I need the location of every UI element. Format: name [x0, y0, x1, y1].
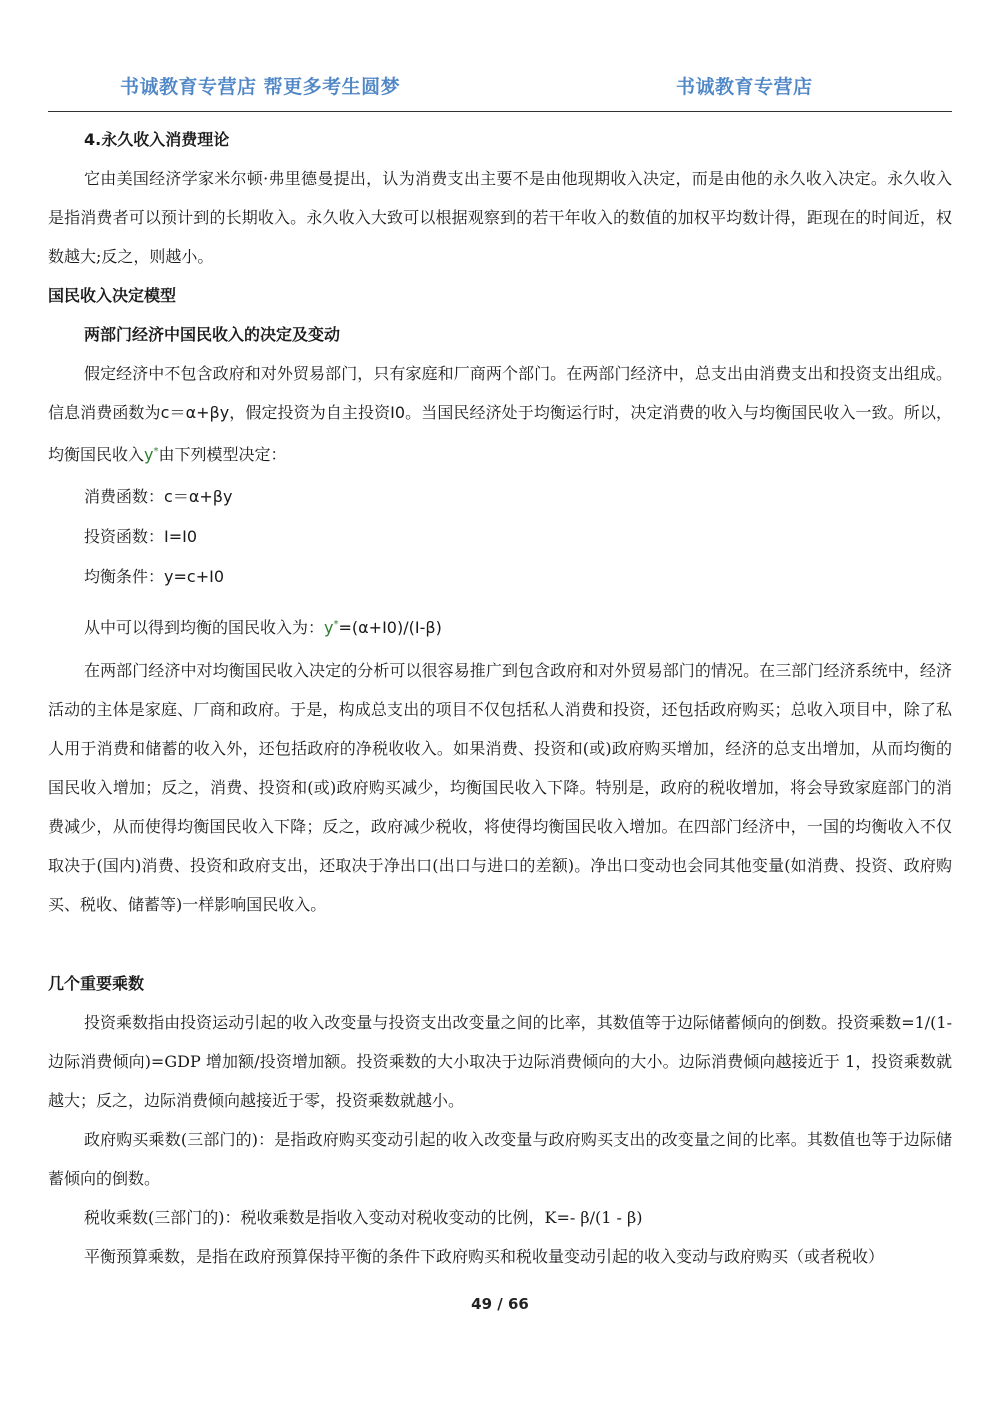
subsection-heading-two-sector: 两部门经济中国民收入的决定及变动 — [84, 325, 341, 344]
intro-text-b: ，假定投资为自主投资 — [229, 403, 391, 422]
header-right-title: 书诚教育专营店 — [676, 76, 813, 98]
ystar-symbol — [144, 445, 158, 464]
paragraph-investment-multiplier: 投资乘数指由投资运动引起的收入改变量与投资支出改变量之间的比率，其数值等于边际储蓄倾向的倒数。投资乘数=1/(1-边际消费倾向)=GDP 增加额/投资增加额。投资乘数的大小取决于边际消费倾向的大小。边际消费倾向越接近于 1，投资乘数就越大；反之，边际消费倾向越接近于零，投资乘数就越小。 — [48, 1013, 952, 1110]
paragraph-multi-sector-extension: 在两部门经济中对均衡国民收入决定的分析可以很容易推广到包含政府和对外贸易部门的情况。在三部门经济系统中，经济活动的主体是家庭、厂商和政府。于是，构成总支出的项目不仅包括私人消费和投资，还包括政府购买；总收入项目中，除了私人用于消费和储蓄的收入外，还包括政府的净税收收入。如果消费、投资和(或)政府购买增加，经济的总支出增加，从而均衡的国民收入增加；反之，消费、投资和(或)政府购买减少，均衡国民收入下降。特别是，政府的税收增加，将会导致家庭部门的消费减少，从而使得均衡国民收入下降；反之，政府减少税收，将使得均衡国民收入增加。在四部门经济中，一国的均衡收入不仅取决于(国内)消费、投资和政府支出，还取决于净出口(出口与进口的差额)。净出口变动也会同其他变量(如消费、投资、政府购买、税收、储蓄等)一样影响国民收入。 — [48, 661, 952, 914]
paragraph-permanent-income: 它由美国经济学家米尔顿·弗里德曼提出，认为消费支出主要不是由他现期收入决定，而是由他的永久收入决定。永久收入是指消费者可以预计到的长期收入。永久收入大致可以根据观察到的若干年收入的数值的加权平均数计得，距现在的时间近，权数越大;反之，则越小。 — [48, 169, 952, 266]
intro-formula: c＝α+βy — [160, 403, 230, 422]
investment-function-line — [48, 517, 952, 557]
paragraph-two-sector-intro — [48, 354, 952, 474]
ystar-star: * — [153, 446, 159, 457]
result-ystar-y: y — [324, 618, 334, 637]
intro-text-c: 。当国民经济处于均衡运行时，决定消费的收入与均衡国民收入一致。所以，均衡国民收入 — [48, 403, 952, 464]
equilibrium-condition-line — [48, 557, 952, 597]
result-ystar-symbol — [324, 618, 338, 637]
section-heading-multipliers: 几个重要乘数 — [48, 974, 145, 993]
page-number: 49 / 66 — [471, 1295, 529, 1313]
paragraph-tax-multiplier: 税收乘数(三部门的)：税收乘数是指收入变动对税收变动的比例，K=- β/(1 - β) — [84, 1208, 643, 1227]
investment-label: 投资函数： — [84, 527, 165, 546]
intro-i0: I0 — [390, 403, 406, 422]
equilibrium-result-line — [48, 603, 952, 647]
intro-text-a: 假定经济中不包含政府和对外贸易部门，只有家庭和厂商两个部门。在两部门经济中，总支出由消费支出和投资支出组成。信息消费函数为 — [48, 364, 952, 422]
equilibrium-formula: y=c+I0 — [164, 567, 224, 586]
paragraph-balanced-budget-multiplier: 平衡预算乘数，是指在政府预算保持平衡的条件下政府购买和税收量变动引起的收入变动与政府购买（或者税收） — [84, 1247, 885, 1266]
result-formula: =(α+I0)/(I-β) — [338, 618, 442, 637]
ystar-y: y — [144, 445, 154, 464]
paragraph-government-multiplier: 政府购买乘数(三部门的)：是指政府购买变动引起的收入改变量与政府购买支出的改变量之间的比率。其数值也等于边际储蓄倾向的倒数。 — [48, 1130, 952, 1188]
consumption-function-line — [48, 477, 952, 517]
investment-formula: I=I0 — [164, 527, 198, 546]
consumption-formula: c＝α+βy — [164, 487, 233, 506]
header-left-title: 书诚教育专营店 帮更多考生圆梦 — [120, 76, 401, 98]
consumption-label: 消费函数： — [84, 487, 165, 506]
section-heading-permanent-income: 4.永久收入消费理论 — [84, 130, 230, 149]
header-divider — [48, 111, 952, 112]
result-label: 从中可以得到均衡的国民收入为： — [84, 618, 325, 637]
equilibrium-label: 均衡条件： — [84, 567, 165, 586]
intro-text-d: 由下列模型决定： — [158, 445, 287, 464]
section-heading-income-model: 国民收入决定模型 — [48, 286, 177, 305]
result-ystar-star: * — [333, 619, 339, 630]
section-spacer — [48, 924, 952, 964]
page-content — [48, 120, 952, 1276]
